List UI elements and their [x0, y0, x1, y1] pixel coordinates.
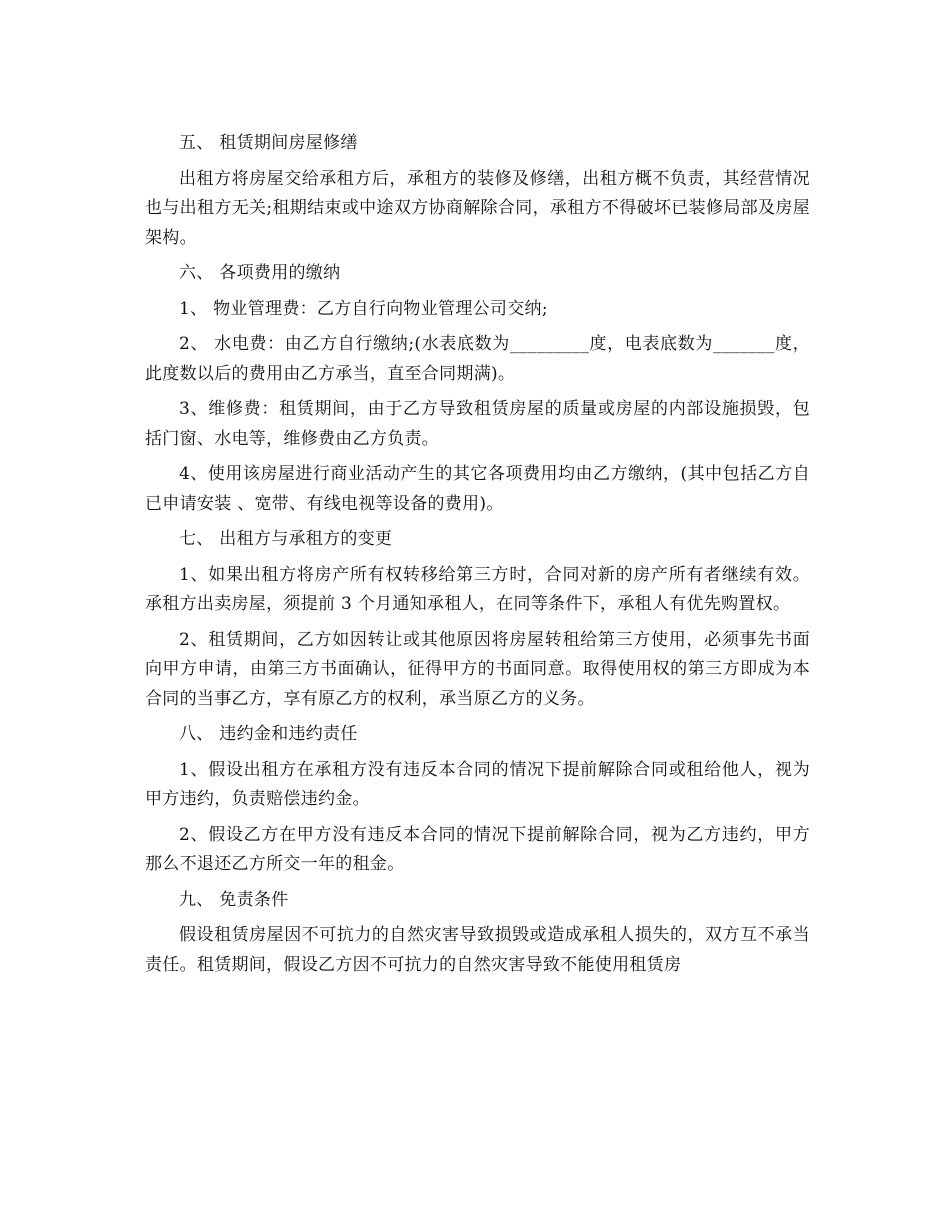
section-heading-7: 七、 出租方与承租方的变更 [179, 529, 393, 549]
paragraph: 4、使用该房屋进行商业活动产生的其它各项费用均由乙方缴纳，(其中包括乙方自已申请安装 、宽带、有线电视等设备的费用)。 [145, 464, 810, 514]
paragraph: 假设租赁房屋因不可抗力的自然灾害导致损毁或造成承租人损失的，双方互不承当责任。租赁期间，假设乙方因不可抗力的自然灾害导致不能使用租赁房 [145, 925, 810, 975]
paragraph: 1、假设出租方在承租方没有违反本合同的情况下提前解除合同或租给他人，视为甲方违约，负责赔偿违约金。 [145, 759, 810, 809]
paragraph: 1、 物业管理费：乙方自行向物业管理公司交纳; [179, 298, 548, 319]
document-body [145, 129, 810, 986]
section-heading-6: 六、 各项费用的缴纳 [179, 263, 341, 283]
paragraph: 2、假设乙方在甲方没有违反本合同的情况下提前解除合同，视为乙方违约，甲方那么不退还乙方所交一年的租金。 [145, 824, 810, 874]
paragraph: 3、维修费：租赁期间，由于乙方导致租赁房屋的质量或房屋的内部设施损毁，包括门窗、水电等，维修费由乙方负责。 [145, 399, 810, 449]
paragraph: 2、 水电费：由乙方自行缴纳;(水表底数为_________度，电表底数为_______度，此度数以后的费用由乙方承当，直至合同期满)。 [145, 334, 810, 384]
section-heading-9: 九、 免责条件 [179, 889, 289, 910]
section-heading-8: 八、 违约金和违约责任 [179, 724, 358, 744]
section-heading-5: 五、 租赁期间房屋修缮 [179, 133, 358, 153]
paragraph: 出租方将房屋交给承租方后，承租方的装修及修缮，出租方概不负责，其经营情况也与出租方无关;租期结束或中途双方协商解除合同，承租方不得破坏已装修局部及房屋架构。 [145, 168, 810, 248]
paragraph: 1、如果出租方将房产所有权转移给第三方时，合同对新的房产所有者继续有效。承租方出卖房屋，须提前 3 个月通知承租人，在同等条件下，承租人有优先购置权。 [145, 564, 810, 614]
paragraph: 2、租赁期间，乙方如因转让或其他原因将房屋转租给第三方使用，必须事先书面向甲方申请，由第三方书面确认，征得甲方的书面同意。取得使用权的第三方即成为本合同的当事乙方，享有原乙方的权利，承当原乙方的义务。 [145, 629, 810, 709]
